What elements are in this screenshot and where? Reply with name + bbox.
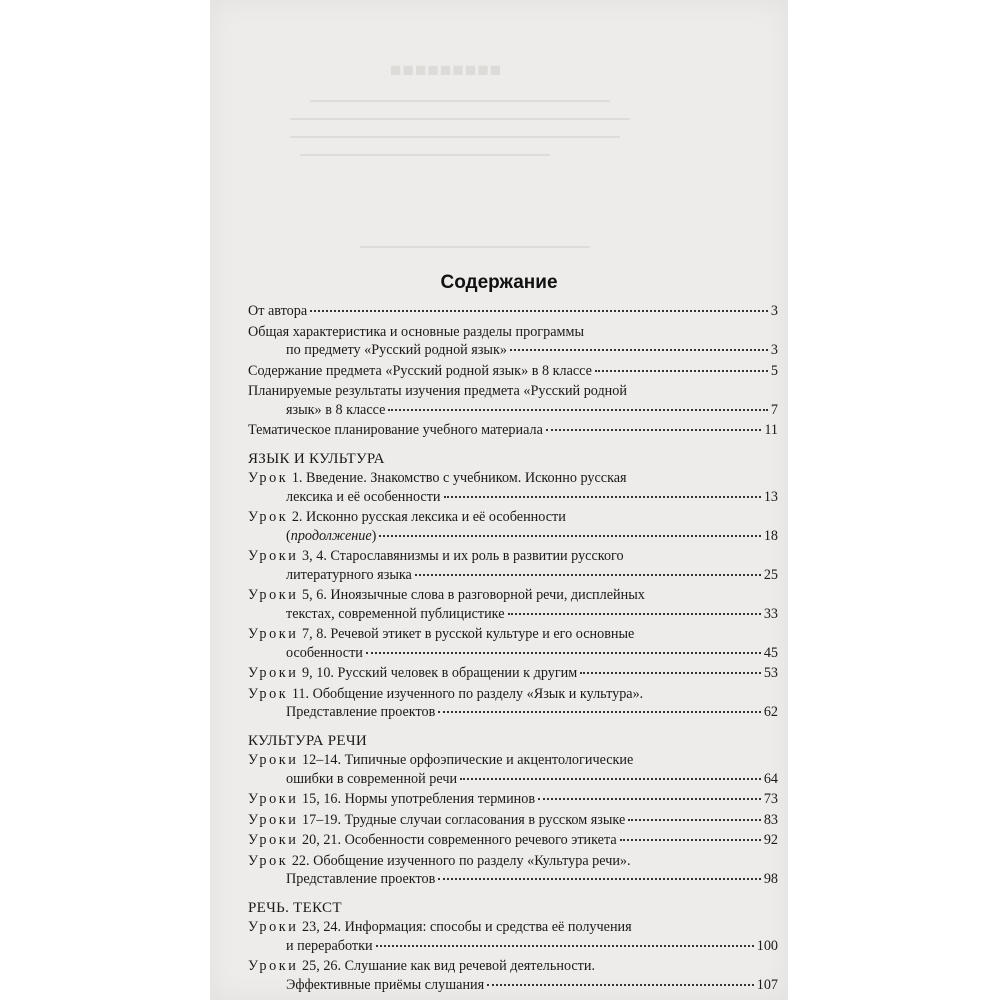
entry-text: Особенности современного речевого этикета <box>344 832 617 848</box>
lesson-number: 3, 4. <box>302 548 327 564</box>
entry-line <box>248 586 778 605</box>
table-of-contents <box>248 302 778 996</box>
entry-line <box>248 770 778 789</box>
entry-line <box>248 488 778 507</box>
page-number: 11 <box>764 422 778 438</box>
page-number: 62 <box>763 704 778 720</box>
entry-line <box>248 605 778 624</box>
toc-entry[interactable] <box>248 302 778 321</box>
page-number: 107 <box>756 976 778 993</box>
lesson-entry[interactable] <box>248 685 778 722</box>
page-number: 25 <box>763 566 778 583</box>
page-number: 100 <box>756 937 778 954</box>
entry-text: и переработки <box>286 937 373 954</box>
bleed-through-text: ■■■■■■■■■ <box>390 60 503 81</box>
entry-line <box>248 976 778 995</box>
entry-line <box>248 664 778 683</box>
toc-entry[interactable] <box>248 362 778 381</box>
dot-leader <box>310 310 768 312</box>
entry-line <box>248 547 778 566</box>
entry-line <box>248 625 778 644</box>
entry-text: Представление проектов <box>286 871 436 887</box>
bleed-through-line <box>310 100 610 102</box>
entry-text: язык» в 8 классе <box>286 401 386 418</box>
toc-entry[interactable] <box>248 323 778 360</box>
dot-leader <box>595 370 768 372</box>
intro-entries <box>248 302 778 440</box>
toc-sections <box>248 450 778 995</box>
entry-line <box>248 644 778 663</box>
lesson-word: Уроки <box>248 548 299 564</box>
bleed-through-line <box>360 246 590 248</box>
page-number: 3 <box>770 303 778 319</box>
entry-line <box>248 401 778 420</box>
section-heading: КУЛЬТУРА РЕЧИ <box>248 732 368 749</box>
toc-entry[interactable] <box>248 421 778 440</box>
book-page <box>210 0 788 1000</box>
entry-text: Нормы употребления терминов <box>344 791 536 807</box>
lesson-entry[interactable] <box>248 831 778 850</box>
entry-line <box>248 811 778 830</box>
dot-leader <box>580 672 761 674</box>
entry-line <box>248 527 778 546</box>
lesson-word: Уроки <box>248 626 299 642</box>
lesson-number: 23, 24. <box>302 919 342 935</box>
dot-leader <box>388 409 767 411</box>
lesson-word: Урок <box>248 470 289 486</box>
lesson-number: 1. <box>291 470 303 486</box>
lesson-word: Уроки <box>248 832 299 848</box>
entry-line <box>248 323 778 342</box>
lesson-entry[interactable] <box>248 918 778 955</box>
page-title: Содержание <box>440 272 558 293</box>
entry-text: текстах, современной публицистике <box>286 605 505 622</box>
lesson-word: Уроки <box>248 665 299 681</box>
page-number: 18 <box>763 527 778 544</box>
lesson-entry[interactable] <box>248 664 778 683</box>
entry-line <box>248 508 778 527</box>
lesson-number: 11. <box>291 685 310 702</box>
dot-leader <box>620 839 761 841</box>
lesson-number: 15, 16. <box>302 791 342 807</box>
dot-leader <box>487 984 754 986</box>
entry-text: Эффективные приёмы слушания <box>286 976 485 993</box>
lesson-entry[interactable] <box>248 508 778 545</box>
bleed-through-line <box>290 118 630 120</box>
entry-line <box>248 831 778 850</box>
section-heading: РЕЧЬ. ТЕКСТ <box>248 899 342 916</box>
entry-text: Общая характеристика и основные разделы программы <box>248 323 584 340</box>
entry-line <box>248 703 778 722</box>
lesson-word: Уроки <box>248 811 299 828</box>
dot-leader <box>379 535 760 537</box>
lesson-number: 5, 6. <box>302 587 327 603</box>
dot-leader <box>546 429 761 431</box>
lesson-word: Урок <box>248 509 289 525</box>
lesson-number: 17–19. <box>302 811 342 828</box>
entry-text: Обобщение изученного по разделу «Язык и культура». <box>312 685 644 702</box>
page-number: 33 <box>763 605 778 622</box>
entry-text: по предмету «Русский родной язык» <box>286 342 507 358</box>
dot-leader <box>510 349 768 351</box>
dot-leader <box>508 613 761 615</box>
entry-text: Типичные орфоэпические и акцентологические <box>344 752 634 768</box>
dot-leader <box>538 798 761 800</box>
entry-line <box>248 685 778 704</box>
page-number: 53 <box>763 665 778 681</box>
lesson-word: Уроки <box>248 752 299 768</box>
entry-line <box>248 937 778 956</box>
lesson-entry[interactable] <box>248 547 778 584</box>
entry-line <box>248 469 778 488</box>
entry-text: Иноязычные слова в разговорной речи, дисплейных <box>330 587 645 603</box>
entry-text: Старославянизмы и их роль в развитии русского <box>330 548 624 564</box>
entry-text: Обобщение изученного по разделу «Культура речи». <box>313 852 631 869</box>
page-number: 5 <box>770 362 778 379</box>
section-heading: ЯЗЫК И КУЛЬТУРА <box>248 450 385 467</box>
page-number: 45 <box>763 644 778 661</box>
entry-line <box>248 362 778 381</box>
paren: ( <box>286 527 291 544</box>
entry-text: Исконно русская лексика и её особенности <box>306 509 566 525</box>
lesson-entry[interactable] <box>248 625 778 662</box>
entry-line <box>248 852 778 871</box>
entry-line <box>248 751 778 770</box>
dot-leader <box>438 878 760 880</box>
lesson-number: 12–14. <box>302 752 342 768</box>
lesson-word: Уроки <box>248 958 299 974</box>
entry-text: Тематическое планирование учебного материала <box>248 422 543 438</box>
paren: ) <box>371 527 377 544</box>
lesson-entry[interactable] <box>248 586 778 623</box>
entry-text: лексика и её особенности <box>286 488 441 505</box>
entry-text: Введение. Знакомство с учебником. Исконно русская <box>306 470 627 486</box>
entry-text: Информация: способы и средства её получения <box>344 919 632 935</box>
lesson-entry[interactable] <box>248 469 778 506</box>
entry-text: Речевой этикет в русской культуре и его основные <box>330 626 635 642</box>
page-number: 98 <box>763 871 778 887</box>
entry-line <box>248 341 778 360</box>
dot-leader <box>438 711 760 713</box>
entry-text-italic: продолжение <box>290 527 372 544</box>
entry-text: Русский человек в обращении к другим <box>337 665 578 681</box>
lesson-number: 25, 26. <box>302 958 342 974</box>
page-number: 3 <box>770 342 778 358</box>
lesson-entry[interactable] <box>248 790 778 809</box>
entry-line <box>248 870 778 889</box>
lesson-number: 22. <box>291 852 310 869</box>
entry-text: От автора <box>248 303 308 319</box>
entry-text: Трудные случаи согласования в русском языке <box>344 811 626 828</box>
page-number: 64 <box>763 770 778 787</box>
page-number: 7 <box>770 401 778 418</box>
entry-text: ошибки в современной речи <box>286 770 458 787</box>
lesson-number: 9, 10. <box>302 665 334 681</box>
lesson-number: 2. <box>291 509 303 525</box>
lesson-number: 7, 8. <box>302 626 327 642</box>
entry-line <box>248 382 778 401</box>
entry-text: Планируемые результаты изучения предмета «Русский родной <box>248 383 627 399</box>
toc-entry[interactable] <box>248 382 778 419</box>
lesson-entry[interactable] <box>248 811 778 830</box>
entry-text: литературного языка <box>286 566 412 583</box>
lesson-entry[interactable] <box>248 751 778 788</box>
dot-leader <box>460 778 761 780</box>
page-number: 73 <box>763 791 778 807</box>
lesson-word: Урок <box>248 852 289 869</box>
lesson-word: Уроки <box>248 919 299 935</box>
entry-text: Слушание как вид речевой деятельности. <box>344 958 596 974</box>
page-number: 13 <box>763 488 778 505</box>
bleed-through-line <box>290 136 620 138</box>
entry-line <box>248 957 778 976</box>
entry-line <box>248 302 778 321</box>
bleed-through-line <box>300 154 550 156</box>
dot-leader <box>415 574 761 576</box>
lesson-word: Уроки <box>248 791 299 807</box>
dot-leader <box>628 819 761 821</box>
dot-leader <box>366 652 761 654</box>
lesson-word: Уроки <box>248 587 299 603</box>
lesson-entry[interactable] <box>248 957 778 994</box>
entry-line <box>248 790 778 809</box>
dot-leader <box>444 496 761 498</box>
lesson-number: 20, 21. <box>302 832 342 848</box>
page-number: 83 <box>763 811 778 828</box>
lesson-word: Урок <box>248 685 289 702</box>
page-number: 92 <box>763 832 778 848</box>
entry-text: особенности <box>286 644 363 661</box>
entry-text: Содержание предмета «Русский родной язык» в 8 классе <box>248 362 592 379</box>
lesson-entry[interactable] <box>248 852 778 889</box>
dot-leader <box>376 945 754 947</box>
entry-line <box>248 566 778 585</box>
entry-text: Представление проектов <box>286 704 436 720</box>
entry-line <box>248 918 778 937</box>
entry-line <box>248 421 778 440</box>
